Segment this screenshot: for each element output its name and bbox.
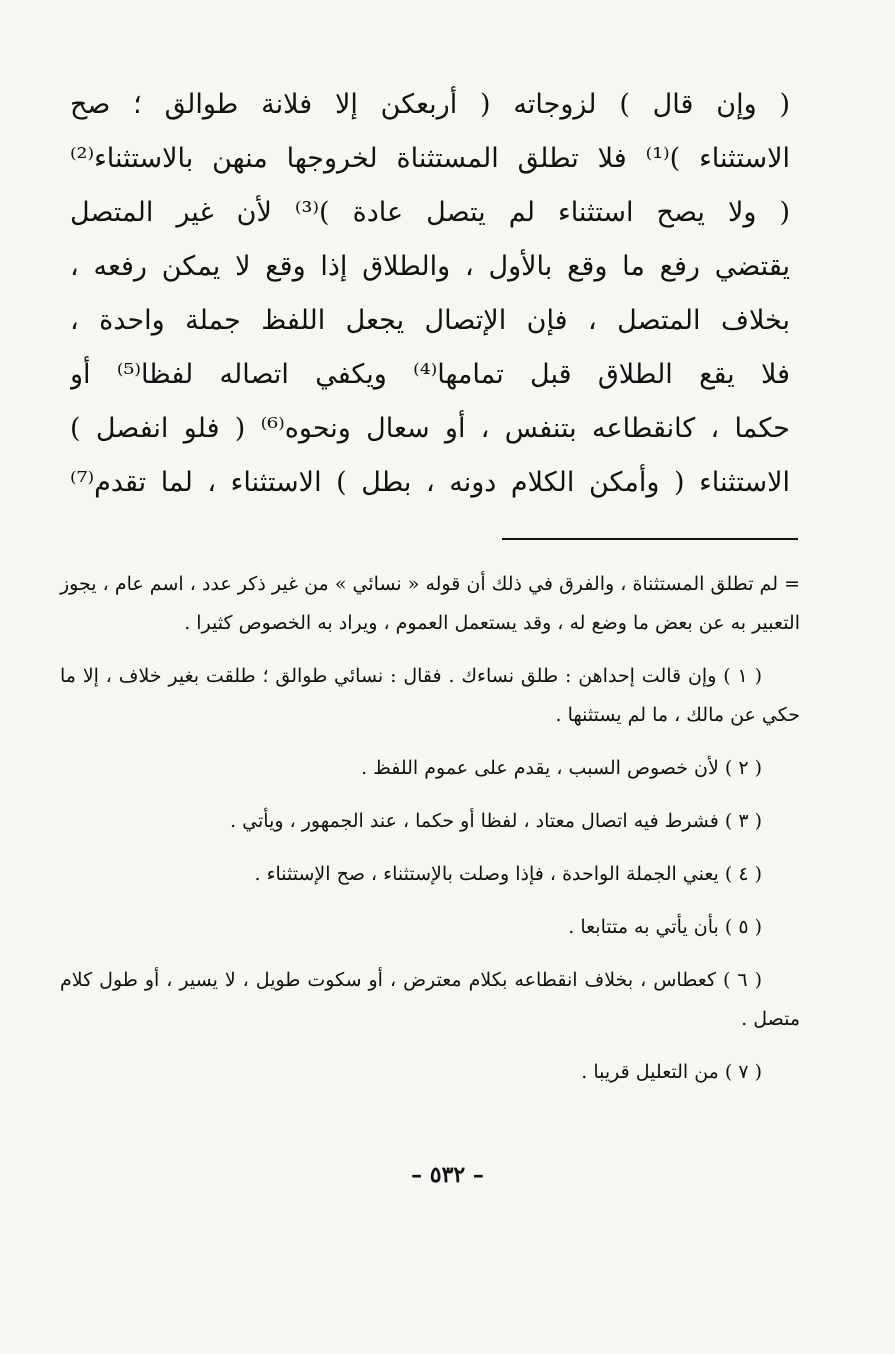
footnote-4: ( ٤ ) يعني الجملة الواحدة ، فإذا وصلت بالإستثناء ، صح الإستثناء . — [254, 863, 762, 885]
page-number: – ٥٣٢ – — [411, 1162, 484, 1188]
footnote-3: ( ٣ ) فشرط فيه اتصال معتاد ، لفظا أو حكما ، عند الجمهور ، ويأتي . — [230, 810, 762, 832]
main-line-1: ( وإن قال ) لزوجاته ( أربعكن إلا فلانة طوالق ؛ صح — [70, 89, 790, 120]
main-line-6: فلا يقع الطلاق قبل تمامها⁽⁴⁾ ويكفي اتصاله لفظا⁽⁵⁾ أو — [70, 359, 790, 390]
main-text — [70, 78, 790, 510]
main-line-8: الاستثناء ( وأمكن الكلام دونه ، بطل ) الاستثناء ، لما تقدم⁽⁷⁾ — [70, 467, 790, 498]
main-line-5: بخلاف المتصل ، فإن الإتصال يجعل اللفظ جملة واحدة ، — [70, 305, 790, 336]
footnote-1: ( ١ ) وإن قالت إحداهن : طلق نساءك . فقال : نسائي طوالق ؛ طلقت بغير خلاف ، إلا ما حكي عن مالك ، ما لم يستثنها . — [60, 665, 800, 726]
footnote-2: ( ٢ ) لأن خصوص السبب ، يقدم على عموم اللفظ . — [361, 757, 762, 779]
main-line-4: يقتضي رفع ما وقع بالأول ، والطلاق إذا وقع لا يمكن رفعه ، — [70, 251, 790, 282]
main-line-2: الاستثناء )⁽¹⁾ فلا تطلق المستثناة لخروجها منهن بالاستثناء⁽²⁾ — [70, 143, 790, 174]
footnote-6: ( ٦ ) كعطاس ، بخلاف انقطاعه بكلام معترض ، أو سكوت طويل ، لا يسير ، أو طول كلام متصل . — [60, 969, 800, 1030]
main-line-3: ( ولا يصح استثناء لم يتصل عادة )⁽³⁾ لأن غير المتصل — [70, 197, 790, 228]
footnote-7: ( ٧ ) من التعليل قريبا . — [581, 1061, 762, 1083]
footnote-continuation: = لم تطلق المستثناة ، والفرق في ذلك أن قوله « نسائي » من غير ذكر عدد ، اسم عام ، يجوز التعبير به عن بعض ما وضع له ، وقد يستعمل العموم ، ويراد به الخصوص كثيرا . — [60, 573, 800, 634]
main-line-7: حكما ، كانقطاعه بتنفس ، أو سعال ونحوه⁽⁶⁾ ( فلو انفصل ) — [70, 413, 790, 444]
footnote-5: ( ٥ ) بأن يأتي به متتابعا . — [568, 916, 762, 938]
footnote-separator — [502, 538, 798, 540]
footnotes — [60, 565, 800, 1106]
